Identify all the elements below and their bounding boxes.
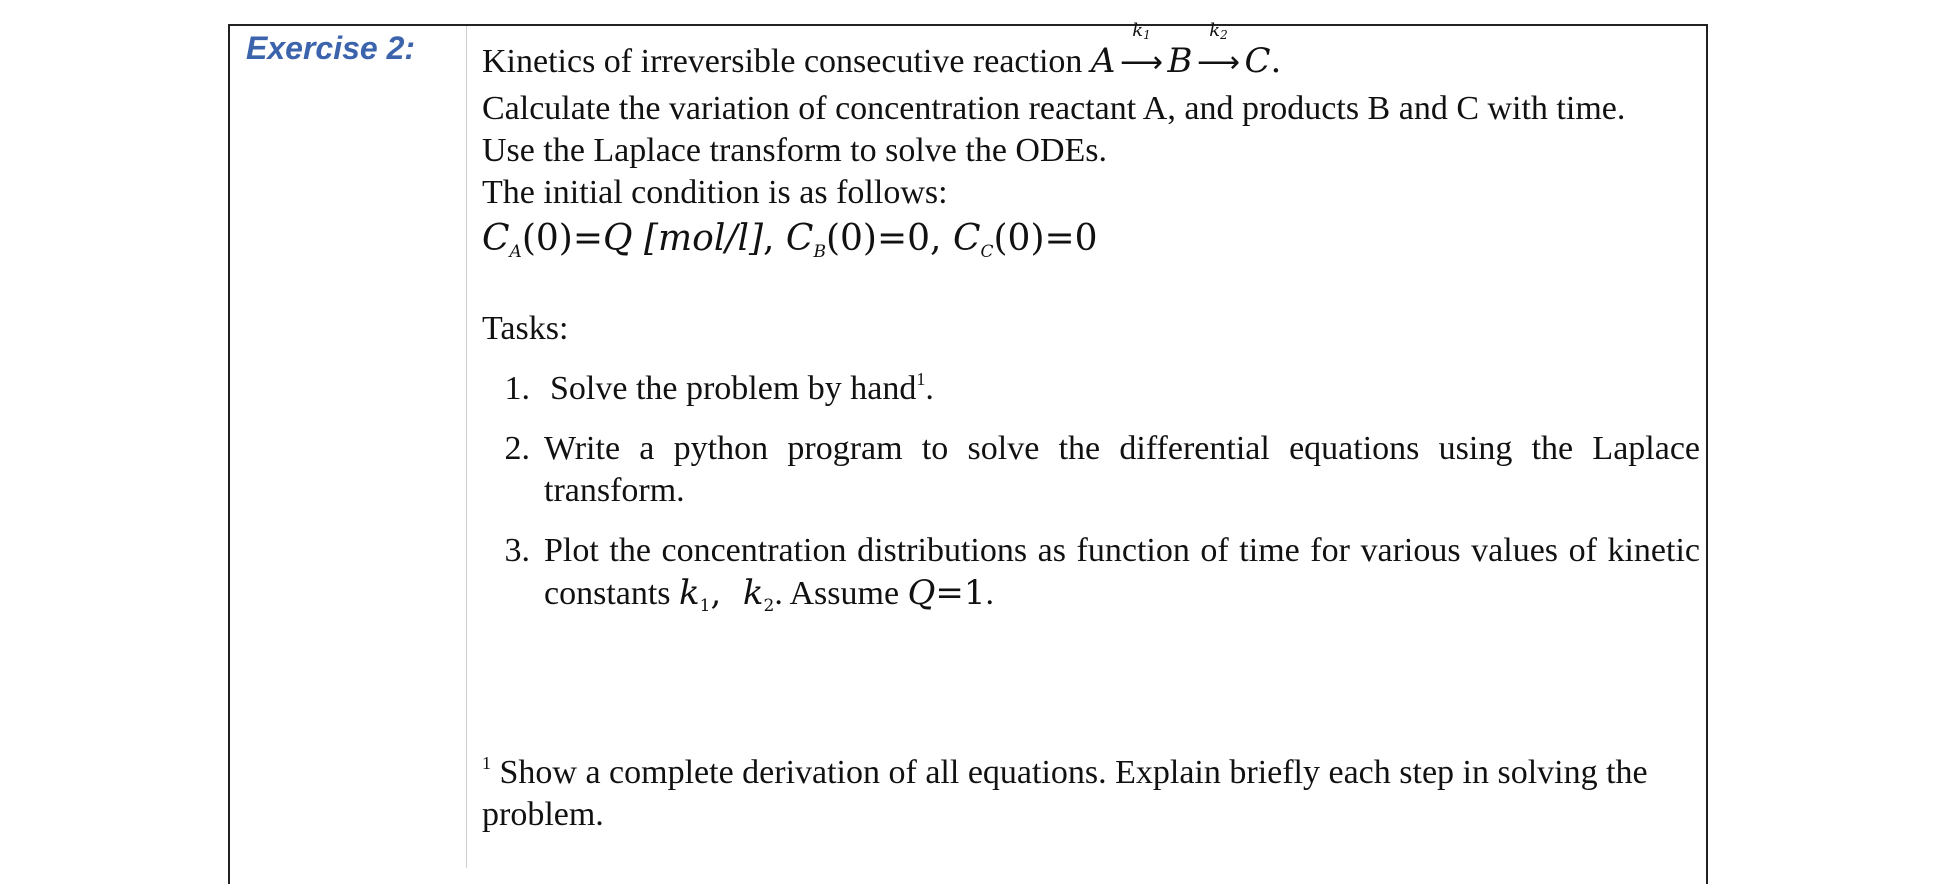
- intro-line-1: Calculate the variation of concentration reactant A, and products B and C with time.: [482, 90, 1626, 127]
- task-item: 1. Solve the problem by hand$^1$.: [504, 369, 934, 407]
- column-divider: [466, 26, 467, 868]
- tasks-list: [482, 368, 1700, 615]
- task-item: 2. Write a python program to solve the differential equations using the Laplace transform.: [504, 430, 1700, 509]
- footnote-number: 1: [482, 753, 491, 773]
- task-item: 3. Plot the concentration distributions as function of time for various values of kinetic constants $k_1$, $k_2$. Assume Q=1.: [504, 532, 1700, 616]
- reaction-equation: A $k_1$ ⟶ B $k_2$ ⟶ C.: [1091, 41, 1281, 81]
- footnote-mark: 1: [916, 369, 926, 389]
- exercise-label: Exercise 2:: [246, 30, 416, 66]
- intro-title: Kinetics of irreversible consecutive reaction A $k_1$ ⟶ B $k_2$ ⟶ C.: [482, 40, 1700, 84]
- initial-condition: $C_A(0)=Q$ [mol/l], $C_B(0)=0$, $C_C(0)=0$: [482, 218, 1098, 262]
- reaction-arrow-2: $k_2$ ⟶: [1196, 20, 1240, 80]
- exercise-content: [482, 20, 1700, 633]
- footnote: $^1$ Show a complete derivation of all equations. Explain briefly each step in solving the problem.: [482, 753, 1648, 833]
- intro-line-3: The initial condition is as follows:: [482, 174, 948, 211]
- intro-line-2: Use the Laplace transform to solve the ODEs.: [482, 132, 1108, 169]
- reaction-arrow-1: $k_1$ ⟶: [1119, 20, 1163, 80]
- tasks-title: Tasks:: [482, 310, 569, 347]
